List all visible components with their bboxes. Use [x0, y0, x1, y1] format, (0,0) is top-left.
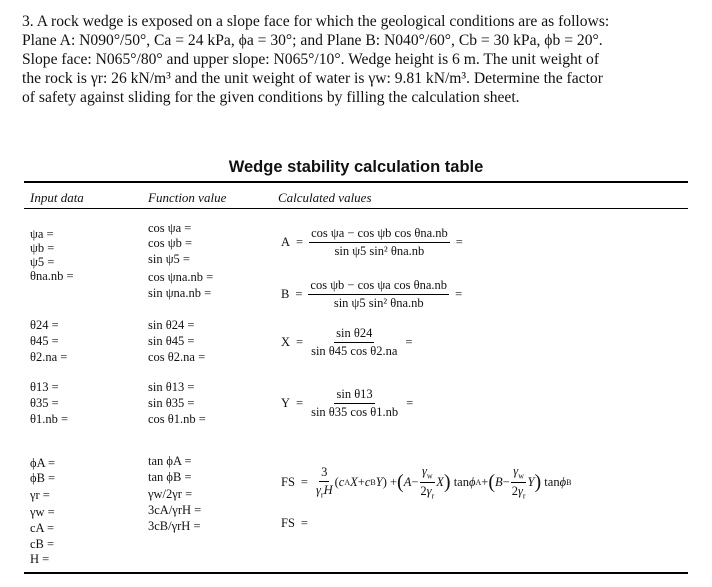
calc-y-label: Y [281, 396, 291, 410]
input-gamma-r: γr = [30, 488, 50, 502]
input-c-a: cA = [30, 521, 55, 535]
header-input-data: Input data [30, 190, 84, 205]
fn-cos-psi-a: cos ψa = [148, 221, 192, 235]
fn-sin-psi-na-nb: sin ψna.nb = [148, 286, 212, 300]
calc-y-numerator: sin θ13 [334, 387, 374, 404]
fn-3ca-term: 3cA/γrH = [148, 503, 202, 517]
table-top-rule [24, 181, 688, 183]
input-theta-na-nb: θna.nb = [30, 269, 74, 283]
calc-b-numerator: cos ψb − cos ψa cos θna.nb [308, 278, 449, 295]
input-c-b: cB = [30, 537, 55, 551]
fn-sin-theta-24: sin θ24 = [148, 318, 195, 332]
calc-y-fraction [309, 387, 400, 420]
fn-cos-theta-1-nb: cos θ1.nb = [148, 412, 206, 426]
input-psi-a: ψa = [30, 227, 54, 241]
input-phi-b: ϕB = [30, 471, 56, 485]
calc-fs-label: FS [281, 474, 295, 489]
fn-sin-theta-13: sin θ13 = [148, 380, 195, 394]
calc-a-row: A = $\frac{\text{cos ψa − cos ψb cos θna.nb}}{\text{sin ψ5 sin² θna.nb}}$ = [281, 226, 463, 258]
fn-sin-psi-5: sin ψ5 = [148, 252, 190, 266]
fs-formula: $\frac{3}{\gamma_rH}$ ( c A X + c B Y ) + ( A − $\frac{\gamma_w}{2\gamma_r}$ X ) tan ϕ A + ( B − $\frac{\gamma_w}{2\gamma_r}$ Y ) tan ϕ B [315, 464, 572, 500]
calc-fs-row: FS = $\frac{3}{\gamma_rH}$ ( c A X + c B Y ) + ( A − $\frac{\gamma_w}{2\gamma_r}$ X ) tan ϕ A + ( B − $\frac{\gamma_w}{2\gamma_r}$ Y ) tan ϕ B [281, 464, 572, 500]
calc-b-denominator: sin ψ5 sin² θna.nb [333, 296, 424, 310]
table-title: Wedge stability calculation table [228, 158, 484, 176]
header-rule [24, 208, 688, 209]
calc-a-fraction [309, 226, 450, 259]
fn-3cb-term: 3cB/γrH = [148, 519, 201, 533]
fn-gamma-ratio: γw/2γr = [148, 487, 193, 501]
problem-number: 3. [22, 13, 34, 30]
input-phi-a: ϕA = [30, 456, 56, 470]
calc-x-row: X = $\frac{\text{sin θ24}}{\text{sin θ45 cos θ2.na}}$ = [281, 326, 413, 358]
calc-a-label: A [281, 235, 291, 249]
problem-line-5: of safety against sliding for the given conditions by filling the calculation sheet. [22, 89, 520, 106]
calc-x-numerator: sin θ24 [334, 326, 374, 343]
problem-statement [22, 12, 694, 107]
fn-cos-psi-b: cos ψb = [148, 236, 193, 250]
header-function-value: Function value [148, 190, 227, 205]
calc-b-fraction [308, 278, 449, 311]
calc-a-denominator: sin ψ5 sin² θna.nb [334, 244, 425, 258]
fn-tan-phi-a: tan ϕA = [148, 454, 192, 468]
input-gamma-w: γw = [30, 505, 55, 519]
calc-b-row: B = $\frac{\text{cos ψb − cos ψa cos θna.nb}}{\text{sin ψ5 sin² θna.nb}}$ = [281, 278, 463, 310]
calc-y-denominator: sin θ35 cos θ1.nb [311, 405, 399, 419]
calc-x-denominator: sin θ45 cos θ2.na [311, 344, 398, 358]
fn-tan-phi-b: tan ϕB = [148, 470, 192, 484]
input-theta-13: θ13 = [30, 380, 59, 394]
input-h: H = [30, 552, 50, 566]
calc-fs2-label: FS [281, 516, 295, 530]
calc-y-row: Y = $\frac{\text{sin θ13}}{\text{sin θ35 cos θ1.nb}}$ = [281, 387, 414, 419]
input-theta-45: θ45 = [30, 334, 59, 348]
calc-b-label: B [281, 287, 290, 301]
input-psi-5: ψ5 = [30, 255, 55, 269]
calc-x-fraction [309, 326, 399, 359]
table-bottom-rule [24, 572, 688, 574]
calc-fs2-row: FS = [281, 516, 308, 530]
input-theta-2-na: θ2.na = [30, 350, 68, 364]
fn-sin-theta-45: sin θ45 = [148, 334, 195, 348]
problem-line-2: Plane A: N090°/50°, Ca = 24 kPa, ϕa = 30°; and Plane B: N040°/60°, Cb = 30 kPa, ϕb = 20°. [22, 32, 603, 49]
fn-cos-psi-na-nb: cos ψna.nb = [148, 270, 214, 284]
input-theta-1-nb: θ1.nb = [30, 412, 69, 426]
input-theta-24: θ24 = [30, 318, 59, 332]
fn-cos-theta-2-na: cos θ2.na = [148, 350, 206, 364]
calc-a-numerator: cos ψa − cos ψb cos θna.nb [309, 226, 450, 243]
problem-line-3: Slope face: N065°/80° and upper slope: N065°/10°. Wedge height is 6 m. The unit weight of [22, 51, 600, 68]
fn-sin-theta-35: sin θ35 = [148, 396, 195, 410]
problem-line-1: A rock wedge is exposed on a slope face for which the geological conditions are as follows: [36, 13, 610, 30]
header-calculated-values: Calculated values [278, 190, 372, 205]
calc-x-label: X [281, 335, 291, 349]
problem-line-4: the rock is γr: 26 kN/m³ and the unit weight of water is γw: 9.81 kN/m³. Determine the factor [22, 70, 603, 87]
input-psi-b: ψb = [30, 241, 55, 255]
input-theta-35: θ35 = [30, 396, 59, 410]
